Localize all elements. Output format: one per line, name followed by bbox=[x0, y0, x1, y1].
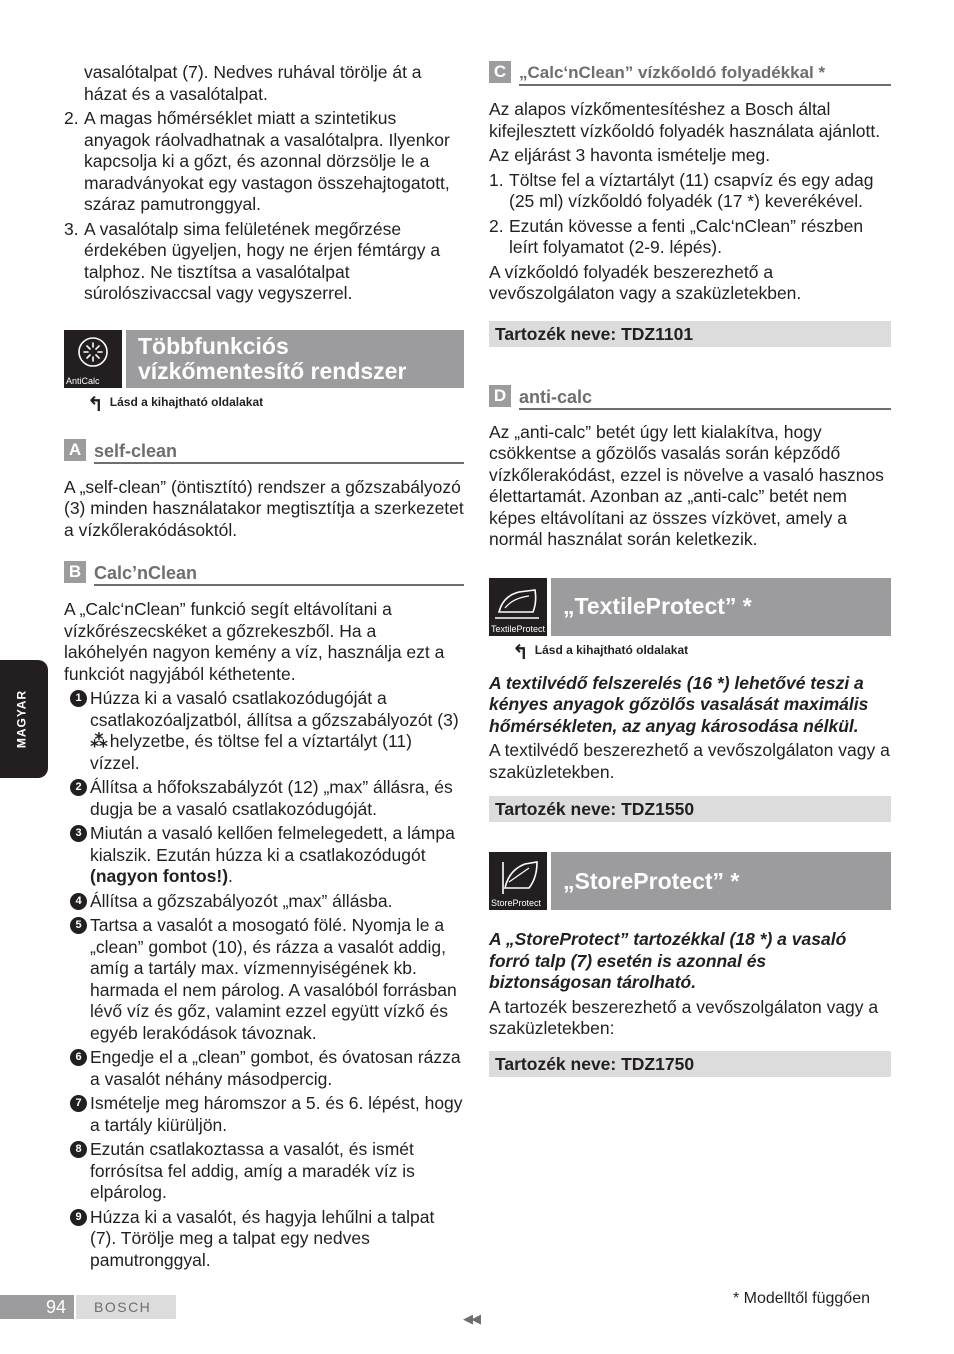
anticalc-title: Többfunkciós vízkőmentesítő rendszer bbox=[126, 330, 464, 388]
section-c-p3: A vízkőoldó folyadék beszerezhető a vevőszolgálaton vagy a szaküzletekben. bbox=[489, 261, 802, 303]
calcnclean-steps bbox=[64, 688, 464, 1271]
section-c-p2: Az eljárást 3 havonta ismételje meg. bbox=[489, 145, 771, 165]
storeprotect-title: „StoreProtect” * bbox=[551, 852, 891, 910]
list-item: 2. A magas hőmérséklet miatt a szintetikus anyagok ráolvadhatnak a vasalótalpra. Ilyenkor kapcsolja ki a gőzt, és azonnal dörzsölje le a maradványokat egy vastagon összehajtogatott, száraz pamutronggyal. bbox=[64, 108, 450, 214]
step-item: 6 Engedje el a „clean” gombot, és óvatosan rázza a vasalót néhány másodpercig. bbox=[70, 1047, 464, 1090]
section-c-p1: Az alapos vízkőmentesítéshez a Bosch által kifejlesztett vízkőoldó folyadék használata ajánlott. bbox=[489, 99, 881, 141]
storeprotect-icon bbox=[489, 852, 547, 910]
textileprotect-header bbox=[489, 578, 891, 636]
storeprotect-icon-caption: StoreProtect bbox=[491, 898, 542, 908]
section-title: self-clean bbox=[94, 439, 464, 464]
step-item: 9 Húzza ki a vasalót, és hagyja lehűlni a talpat (7). Törölje meg a talpat egy nedves pamutronggyal. bbox=[70, 1207, 464, 1272]
language-label: MAGYAR bbox=[14, 689, 29, 749]
anticalc-icon-caption: AntiCalc bbox=[66, 375, 100, 386]
section-letter: A bbox=[64, 439, 86, 461]
section-a-heading bbox=[64, 439, 464, 464]
accessory-name: Tartozék neve: TDZ1750 bbox=[489, 1051, 891, 1077]
list-item: 1. Töltse fel a víztartályt (11) csapvíz és egy adag (25 ml) vízkőoldó folyadék (17 *) keverékével. bbox=[489, 169, 874, 211]
step-item: 3 Miután a vasaló kellően felmelegedett, a lámpa kialszik. Ezután húzza ki a csatlakozódugót (nagyon fontos!). bbox=[70, 823, 464, 888]
language-side-tab bbox=[0, 660, 48, 778]
accessory-name: Tartozék neve: TDZ1101 bbox=[489, 321, 891, 347]
textileprotect-bold-text: A textilvédő felszerelés (16 *) lehetővé teszi a kényes anyagok gőzölős vasalását maximális hőmérsékleten, az anyag károsodása nélkül. bbox=[489, 672, 869, 736]
section-title: anti-calc bbox=[519, 385, 891, 410]
step-number: 5 bbox=[70, 917, 87, 934]
storeprotect-text: A tartozék beszerezhető a vevőszolgálaton vagy a szaküzletekben: bbox=[489, 996, 879, 1038]
accessory-name: Tartozék neve: TDZ1550 bbox=[489, 796, 891, 822]
step-number: 7 bbox=[70, 1095, 87, 1112]
step-item: 5 Tartsa a vasalót a mosogató fölé. Nyomja le a „clean” gombot (10), és rázza a vasalót addig, amíg a tartály max. vízmennyiségének kb. harmada el nem párolog. A vasalóból forrásban lévő víz és gőz, valamint ezzel együtt vízkő és egyéb lerakódások távoznak. bbox=[70, 915, 464, 1044]
section-c-heading bbox=[489, 61, 891, 86]
section-title: Calc’nClean bbox=[94, 561, 464, 586]
footnote: * Modelltől függően bbox=[733, 1290, 870, 1307]
foldout-arrow-icon: ↰ bbox=[512, 641, 529, 664]
right-column bbox=[489, 61, 891, 1077]
step-number: 8 bbox=[70, 1141, 87, 1158]
step-number: 4 bbox=[70, 893, 87, 910]
care-list bbox=[64, 108, 464, 305]
storeprotect-header bbox=[489, 852, 891, 910]
brand-label: BOSCH bbox=[76, 1295, 176, 1319]
page-number: 94 bbox=[0, 1295, 74, 1319]
storeprotect-bold-text: A „StoreProtect” tartozékkal (18 *) a vasaló forró talp (7) esetén is azonnal és biztonságosan tárolható. bbox=[489, 929, 847, 992]
list-item: 2. Ezután kövesse a fenti „Calc‘nClean” részben leírt folyamatot (2-9. lépés). bbox=[489, 215, 864, 257]
step-item: 8 Ezután csatlakoztassa a vasalót, és ismét forrósítsa fel addig, amíg a maradék víz is elpárolog. bbox=[70, 1139, 464, 1204]
textileprotect-text: A textilvédő beszerezhető a vevőszolgálaton vagy a szaküzletekben. bbox=[489, 740, 890, 782]
section-c-list bbox=[489, 170, 891, 259]
anticalc-icon bbox=[64, 330, 122, 388]
step-number: 6 bbox=[70, 1049, 87, 1066]
step-item: 1 Húzza ki a vasaló csatlakozódugóját a csatlakozóaljzatból, állítsa a gőzszabályozót (3) ⁂ helyzetbe, és töltse fel a víztartályt (11) vízzel. bbox=[70, 688, 464, 774]
list-item: 3. A vasalótalp sima felületének megőrzése érdekében ügyeljen, hogy ne érjen fémtárgy a talphoz. Ne tisztítsa a vasalótalpat súrolószivaccsal vagy vegyszerrel. bbox=[64, 218, 441, 303]
textileprotect-icon bbox=[489, 578, 547, 636]
see-foldout-note: ↰ Lásd a kihajtható oldalakat bbox=[87, 393, 264, 416]
continued-text: vasalótalpat (7). Nedves ruhával törölje át a házat és a vasalótalpat. bbox=[84, 62, 422, 104]
section-b-heading bbox=[64, 561, 464, 586]
foldout-arrow-icon: ↰ bbox=[87, 393, 104, 416]
step-number: 1 bbox=[70, 690, 87, 707]
page-nav-arrows-icon: ◀◀ bbox=[463, 1311, 479, 1326]
step-item: 2 Állítsa a hőfokszabályzót (12) „max” állásra, és dugja be a vasaló csatlakozódugóját. bbox=[70, 777, 464, 820]
section-b-intro: A „Calc‘nClean” funkció segít eltávolítani a vízkőrészecskéket a gőzrekeszből. Ha a lakóhelyén nagyon kemény a víz, használja ezt a funkciót nagyjából kéthetente. bbox=[64, 599, 445, 684]
step-item: 7 Ismételje meg háromszor a 5. és 6. lépést, hogy a tartály kiürüljön. bbox=[70, 1093, 464, 1136]
step-number: 2 bbox=[70, 779, 87, 796]
step-number: 9 bbox=[70, 1209, 87, 1226]
section-a-text: A „self-clean” (öntisztító) rendszer a gőzszabályozó (3) minden használatakor megtisztítja a szerkezetet a vízkőlerakódásoktól. bbox=[64, 476, 464, 540]
see-foldout-note: ↰ Lásd a kihajtható oldalakat bbox=[512, 641, 689, 664]
section-d-text: Az „anti-calc” betét úgy lett kialakítva, hogy csökkentse a gőzölős vasalás során képződő vízkőlerakódást, ezzel is növelve a vasaló hasznos élettartamát. Azonban az „anti-calc” betét nem képes eltávolítani az összes vízkövet, amely a normál használat során keletkezik. bbox=[489, 421, 884, 549]
section-letter: D bbox=[489, 385, 511, 407]
textileprotect-title: „TextileProtect” * bbox=[551, 578, 891, 636]
steam-off-icon: ⁂ bbox=[90, 731, 105, 751]
anticalc-header bbox=[64, 330, 464, 388]
step-number: 3 bbox=[70, 825, 87, 842]
section-d-heading bbox=[489, 385, 891, 410]
section-title: „Calc‘nClean” vízkőoldó folyadékkal * bbox=[519, 61, 891, 86]
step-item: 4 Állítsa a gőzszabályozót „max” állásba. bbox=[70, 891, 464, 913]
textileprotect-icon-caption: TextileProtect bbox=[491, 623, 546, 634]
section-letter: C bbox=[489, 61, 511, 83]
left-column bbox=[64, 62, 464, 1274]
section-letter: B bbox=[64, 561, 86, 583]
